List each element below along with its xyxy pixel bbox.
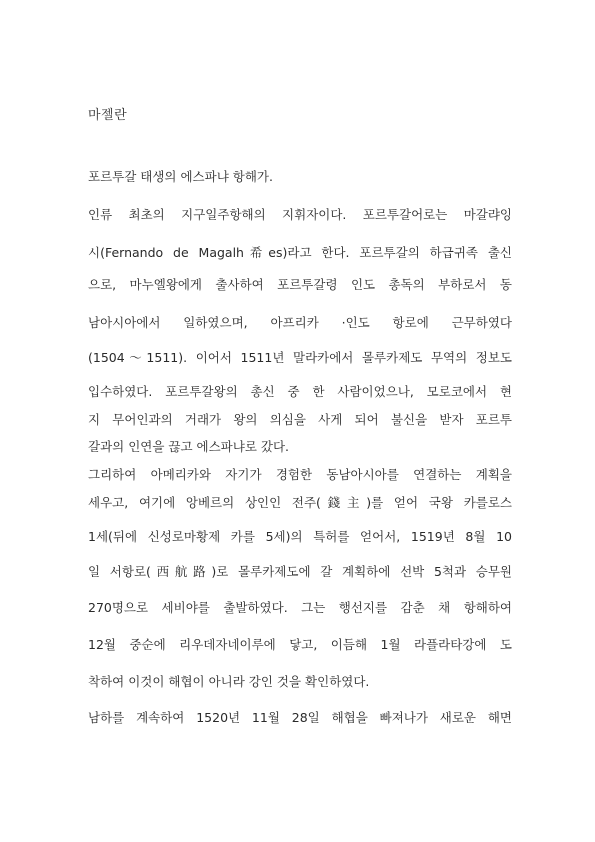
paragraph-line: 포르투갈 태생의 에스파냐 항해가. bbox=[88, 169, 273, 184]
paragraph-line: 시(Fernando de Magalh希es)라고 한다. 포르투갈의 하급귀족 출신 bbox=[88, 245, 512, 260]
paragraph-line: 입수하였다. 포르투갈왕의 총신 중 한 사람이었으나, 모로코에서 현 bbox=[88, 384, 512, 399]
paragraph-line: 인류 최초의 지구일주항해의 지휘자이다. 포르투갈어로는 마갈랴잉 bbox=[88, 207, 512, 222]
paragraph-line: (1504～1511). 이어서 1511년 말라카에서 몰루카제도 무역의 정보도 bbox=[88, 350, 512, 365]
paragraph-line: 270명으로 세비야를 출발하였다. 그는 행선지를 감춘 채 항해하여 bbox=[88, 600, 512, 615]
paragraph-line: 으로, 마누엘왕에게 출사하여 포르투갈령 인도 총독의 부하로서 동 bbox=[88, 277, 512, 292]
paragraph-line: 1세(뒤에 신성로마황제 카를 5세)의 특허를 얻어서, 1519년 8월 10 bbox=[88, 529, 512, 544]
paragraph-line: 착하여 이것이 해협이 아니라 강인 것을 확인하였다. bbox=[88, 674, 370, 689]
paragraph-line: 그리하여 아메리카와 자기가 경험한 동남아시아를 연결하는 계획을 bbox=[88, 467, 512, 482]
paragraph-line: 세우고, 여기에 앙베르의 상인인 전주(錢主)를 얻어 국왕 카를로스 bbox=[88, 495, 512, 510]
document-title: 마젤란 bbox=[88, 108, 128, 123]
paragraph-line: 12월 중순에 리우데자네이루에 닿고, 이듬해 1월 라플라타강에 도 bbox=[88, 637, 512, 652]
paragraph-line: 일 서항로(西航路)로 몰루카제도에 갈 계획하에 선박 5척과 승무원 bbox=[88, 564, 512, 579]
paragraph-line: 갈과의 인연을 끊고 에스파냐로 갔다. bbox=[88, 439, 289, 454]
paragraph-line: 남아시아에서 일하였으며, 아프리카 ·인도 항로에 근무하였다 bbox=[88, 315, 512, 330]
paragraph-line: 지 무어인과의 거래가 왕의 의심을 사게 되어 불신을 받자 포르투 bbox=[88, 412, 512, 427]
paragraph-line: 남하를 계속하여 1520년 11월 28일 해협을 빠져나가 새로운 해면 bbox=[88, 710, 512, 725]
